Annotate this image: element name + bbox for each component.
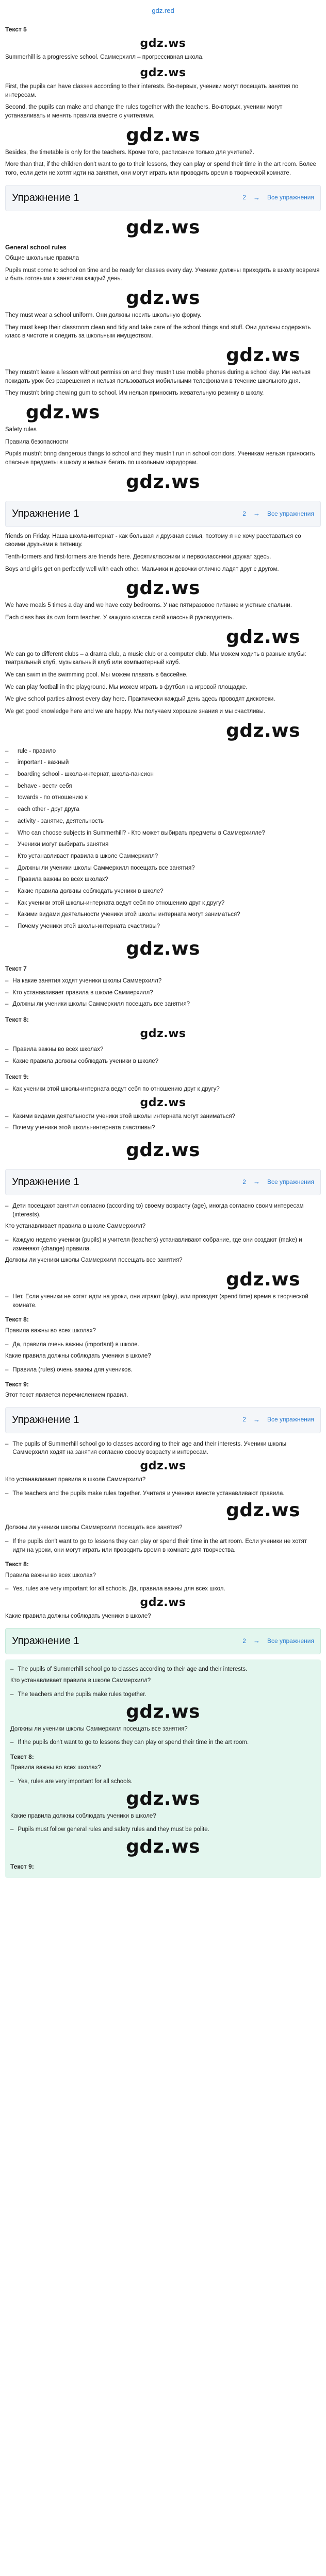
- arrow-right-icon[interactable]: →: [253, 1636, 260, 1645]
- answer: Этот текст является перечислением правил.: [5, 1392, 128, 1398]
- general-p7: Правила безопасности: [5, 438, 69, 445]
- watermark: gdz.ws: [126, 938, 200, 959]
- watermark: gdz.ws: [126, 287, 200, 309]
- general-label: General school rules: [5, 243, 67, 251]
- list-item: – Кто устанавливает правила в школе Саммерхилл?: [5, 853, 158, 859]
- text6-p8: We give school parties almost every day here. Практически каждый день здесь проводят дискотеки.: [5, 696, 275, 703]
- question: Какие правила должны соблюдать ученики в школе?: [5, 1613, 151, 1620]
- text5-p3: Besides, the timetable is only for the teachers. Кроме того, расписание только для учителей.: [5, 149, 254, 156]
- question: Должны ли ученики школы Саммерхилл посещать все занятия?: [5, 1524, 183, 1531]
- text6-p2: Boys and girls get on perfectly well with each other. Мальчики и девочки отлично ладят друг с другом.: [5, 566, 279, 572]
- general-p6: Safety rules: [5, 427, 37, 433]
- exercise-header: [5, 501, 321, 527]
- watermark: gdz.ws: [226, 1269, 300, 1291]
- watermark: gdz.ws: [226, 1500, 300, 1521]
- exercise-header: [5, 1628, 321, 1654]
- list-item: – Pupils must follow general rules and safety rules and they must be polite.: [10, 1826, 209, 1833]
- exercise-header: [5, 185, 321, 211]
- question: Какие правила должны соблюдать ученики в школе?: [10, 1812, 156, 1819]
- watermark: gdz.ws: [140, 1596, 186, 1609]
- watermark: gdz.ws: [126, 471, 200, 493]
- list-item: – Who can choose subjects in Summerhill? - Кто может выбирать предметы в Саммерхилле?: [5, 829, 265, 836]
- list-item: – important - важный: [5, 759, 69, 766]
- answers-panel: [5, 1659, 321, 1878]
- list-item: – Должны ли ученики школы Саммерхилл посещать все занятия?: [5, 865, 195, 871]
- list-item: – Кто устанавливает правила в школе Саммерхилл?: [5, 989, 153, 996]
- watermark: gdz.ws: [140, 66, 186, 79]
- all-exercises-link[interactable]: Все упражнения: [267, 194, 314, 201]
- list-item: – The teachers and the pupils make rules together.: [10, 1691, 146, 1698]
- text5-p4: More than that, if the children don't want to go to their lessons, they can play or spend their time in the art room. Более того, если дети не хотят идти на занятия, они могут играть или проводить время в творческой комнате.: [5, 161, 317, 176]
- exercise-header: [5, 1407, 321, 1433]
- all-exercises-link[interactable]: Все упражнения: [267, 1416, 314, 1423]
- question: Должны ли ученики школы Саммерхилл посещать все занятия?: [10, 1725, 188, 1732]
- list-item: – If the pupils don't want to go to lessons they can play or spend their time in the art room. Если ученики не хотят идти на уроки, они могут играть или проводить время в комнате для творчества.: [5, 1538, 307, 1553]
- all-exercises-link[interactable]: Все упражнения: [267, 1637, 314, 1645]
- list-item: – The teachers and the pupils make rules together. Учителя и ученики вместе устанавливают правила.: [5, 1490, 285, 1497]
- exercise-title: Упражнение 1: [12, 1635, 79, 1647]
- question: Должны ли ученики школы Саммерхилл посещать все занятия?: [5, 1257, 183, 1264]
- list-item: – Какими видами деятельности ученики этой школы интерната могут заниматься?: [5, 911, 240, 918]
- general-p1: Pupils must come to school on time and be ready for classes every day. Ученики должны приходить в школу вовремя и быть готовыми к занятиям каждый день.: [5, 267, 320, 282]
- exercise-title: Упражнение 1: [12, 1414, 79, 1426]
- watermark: gdz.ws: [126, 216, 200, 238]
- page-number[interactable]: 2: [242, 1416, 246, 1423]
- general-p5: They mustn't bring chewing gum to school. Им нельзя приносить жевательную резинку в школу.: [5, 390, 264, 397]
- list-item: – If the pupils don't want to go to lessons they can play or spend their time in the art room.: [10, 1739, 249, 1746]
- text8-label: Текст 8:: [10, 1753, 34, 1761]
- general-p0: Общие школьные правила: [5, 255, 79, 261]
- list-item: – The pupils of Summerhill school go to classes according to their age and their interests.: [10, 1666, 248, 1672]
- watermark: gdz.ws: [226, 345, 300, 366]
- general-p8: Pupils mustn't bring dangerous things to school and they mustn't run in school corridors. Ученикам нельзя приносить опасные предметы в школу и нельзя бегать по школьным коридорам.: [5, 451, 315, 466]
- all-exercises-link[interactable]: Все упражнения: [267, 1178, 314, 1185]
- exercise-header: [5, 1169, 321, 1195]
- list-item: – Правила важны во всех школах?: [5, 876, 108, 883]
- list-item: – Каждую неделю ученики (pupils) и учителя (teachers) устанавливают собрание, где они создают (make) и изменяют (change) правила.: [5, 1237, 302, 1252]
- general-p4: They mustn't leave a lesson without permission and they mustn't use mobile phones during a school day. Им нельзя покидать урок без разрешения и нельзя пользоваться мобильными телефонами в течение школьного дня.: [5, 369, 311, 384]
- list-item: – The pupils of Summerhill school go to classes according to their age and their interests. Ученики школы Саммерхилл ходят на занятия согласно своему возрасту и интересам.: [5, 1440, 287, 1456]
- question: Правила важны во всех школах?: [5, 1572, 96, 1579]
- question: Правила важны во всех школах?: [5, 1327, 96, 1334]
- arrow-right-icon[interactable]: →: [253, 509, 260, 517]
- list-item: – Да, правила очень важны (important) в школе.: [5, 1341, 139, 1348]
- text6-p6: We can swim in the swimming pool. Мы можем плавать в бассейне.: [5, 672, 188, 679]
- page-number[interactable]: 2: [242, 1637, 246, 1645]
- exercise-title: Упражнение 1: [12, 192, 79, 204]
- list-item: – boarding school - школа-интернат, школа-пансион: [5, 771, 154, 778]
- list-item: – Как ученики этой школы-интерната ведут себя по отношению друг к другу?: [5, 900, 225, 906]
- question: Какие правила должны соблюдать ученики в школе?: [5, 1353, 151, 1360]
- text5-p2: Second, the pupils can make and change the rules together with the teachers. Во-вторых, ученики могут устанавливать и менять правила вместе с учителями.: [5, 104, 283, 119]
- list-item: – rule - правило: [5, 748, 56, 754]
- list-item: – Как ученики этой школы-интерната ведут себя по отношению друг к другу?: [5, 1086, 220, 1093]
- arrow-right-icon[interactable]: →: [253, 1415, 260, 1423]
- list-item: – Какими видами деятельности ученики этой школы интерната могут заниматься?: [5, 1113, 236, 1120]
- arrow-right-icon[interactable]: →: [253, 193, 260, 201]
- list-item: – Какие правила должны соблюдать ученики в школе?: [5, 888, 164, 894]
- watermark: gdz.ws: [126, 1836, 200, 1858]
- text9-label: Текст 9:: [5, 1073, 29, 1080]
- general-p3: They must keep their classroom clean and tidy and take care of the school things and stuff. Они должны содержать класс в чистоте и следить за школьным имуществом.: [5, 324, 311, 340]
- list-item: – Правила (rules) очень важны для учеников.: [5, 1366, 133, 1373]
- page-number[interactable]: 2: [242, 194, 246, 201]
- watermark: gdz.ws: [126, 1788, 200, 1809]
- general-p2: They must wear a school uniform. Они должны носить школьную форму.: [5, 312, 202, 319]
- list-item: – Дети посещают занятия согласно (according to) своему возрасту (age), иногда согласно своим интересам (interests).: [5, 1203, 304, 1218]
- watermark: gdz.ws: [126, 1140, 200, 1161]
- all-exercises-link[interactable]: Все упражнения: [267, 510, 314, 517]
- text9-label: Текст 9:: [5, 1380, 29, 1388]
- watermark: gdz.ws: [226, 720, 300, 741]
- watermark: gdz.ws: [226, 626, 300, 648]
- text5-p1: First, the pupils can have classes according to their interests. Во-первых, ученики могут посещать занятия по интересам.: [5, 83, 299, 98]
- list-item: – Правила важны во всех школах?: [5, 1046, 104, 1053]
- text8-label: Текст 8:: [5, 1316, 29, 1324]
- exercise-title: Упражнение 1: [12, 1176, 79, 1188]
- text6-p5: We can go to different clubs – a drama club, a music club or a computer club. Мы можем ходить в разные клубы: театральный клуб, музыкальный клуб или компьютерный клуб.: [5, 651, 306, 666]
- text6-p7: We can play football in the playground. Мы можем играть в футбол на игровой площадке.: [5, 684, 248, 690]
- list-item: – Yes, rules are very important for all schools. Да, правила важны для всех школ.: [5, 1586, 225, 1592]
- list-item: – activity - занятие, деятельность: [5, 818, 104, 824]
- list-item: – towards - по отношению к: [5, 794, 88, 801]
- list-item: – each other - друг друга: [5, 806, 79, 813]
- watermark: gdz.ws: [140, 1096, 186, 1109]
- text7-label: Текст 7: [5, 964, 27, 972]
- watermark: gdz.ws: [126, 578, 200, 599]
- watermark: gdz.ws: [26, 402, 100, 423]
- list-item: – behave - вести себя: [5, 783, 72, 789]
- list-item: – Yes, rules are very important for all schools.: [10, 1778, 133, 1785]
- list-item: – Какие правила должны соблюдать ученики в школе?: [5, 1058, 159, 1065]
- text6-p4: Each class has its own form teacher. У каждого класса свой классный руководитель.: [5, 615, 234, 621]
- watermark: gdz.ws: [126, 1701, 200, 1722]
- arrow-right-icon[interactable]: →: [253, 1178, 260, 1186]
- top-link[interactable]: gdz.red: [152, 7, 174, 14]
- question: Кто устанавливает правила в школе Саммерхилл?: [5, 1223, 146, 1230]
- text6-p9: We get good knowledge here and we are happy. Мы получаем хорошие знания и мы счастливы.: [5, 708, 266, 715]
- text6-p1: Tenth-formers and first-formers are friends here. Десятиклассники и первоклассники дружат здесь.: [5, 554, 271, 561]
- text6-p0: friends on Friday. Наша школа-интернат - как большая и дружная семья, поэтому я не хочу расставаться со своими друзьями в пятницу.: [5, 533, 301, 548]
- text8-label: Текст 8:: [5, 1561, 29, 1568]
- watermark: gdz.ws: [140, 37, 186, 50]
- list-item: – Ученики могут выбирать занятия: [5, 841, 109, 848]
- question: Правила важны во всех школах?: [10, 1765, 101, 1771]
- list-item: – Должны ли ученики школы Саммерхилл посещать все занятия?: [5, 1001, 190, 1008]
- text9-label: Текст 9:: [10, 1863, 34, 1871]
- text6-p3: We have meals 5 times a day and we have cozy bedrooms. У нас пятиразовое питание и уютные спальни.: [5, 602, 292, 609]
- watermark: gdz.ws: [140, 1027, 186, 1041]
- question: Кто устанавливает правила в школе Саммерхилл?: [5, 1476, 146, 1483]
- list-item: – Нет. Если ученики не хотят идти на уроки, они играют (play), или проводят (spend time) время в творческой комнате.: [5, 1294, 308, 1309]
- question: Кто устанавливает правила в школе Саммерхилл?: [10, 1677, 151, 1684]
- text5-p0: Summerhill is a progressive school. Саммерхилл – прогрессивная школа.: [5, 54, 204, 61]
- vocab-list: [5, 745, 321, 933]
- watermark: gdz.ws: [140, 1459, 186, 1472]
- list-item: – Почему ученики этой школы-интерната счастливы?: [5, 923, 160, 929]
- text5-label: Текст 5: [5, 25, 27, 33]
- list-item: – На какие занятия ходят ученики школы Саммерхилл?: [5, 977, 162, 984]
- watermark: gdz.ws: [126, 124, 200, 146]
- list-item: – Почему ученики этой школы-интерната счастливы?: [5, 1125, 155, 1131]
- page-number[interactable]: 2: [242, 1178, 246, 1185]
- page-number[interactable]: 2: [242, 510, 246, 517]
- exercise-title: Упражнение 1: [12, 507, 79, 519]
- text8-label: Текст 8:: [5, 1015, 29, 1023]
